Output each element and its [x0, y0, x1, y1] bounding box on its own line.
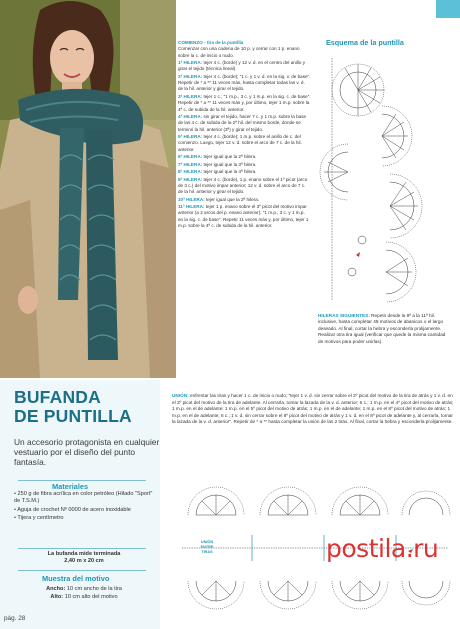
row-9 [178, 177, 311, 196]
diagram-title: Esquema de la puntilla [326, 38, 404, 47]
material-item: • Tijera y centímetro [14, 515, 64, 522]
row-10 [178, 197, 311, 203]
material-item: • 250 g de fibra acrílica en color petróleo (Hilado "Sport" de T.S.M.) [14, 491, 153, 505]
row-5 [178, 134, 311, 153]
row-label: 2ª HILERA: [178, 73, 203, 79]
union-diagram-label: UNIÓN ENTRE TIRAS [200, 540, 214, 554]
woman-with-scarf-illustration [0, 0, 176, 378]
measure-value: 2,40 m x 20 cm [64, 558, 104, 565]
page-title [14, 388, 132, 426]
row-text: tejer igual que la 2ª hilera. [202, 154, 257, 160]
material-item: • Aguja de crochet Nº 0000 de acero inoxidable [14, 506, 131, 513]
row-4 [178, 114, 311, 133]
row-text: tejer 1 p. enano sobre el 3º picot del motivo impar anterior (a 2 arcos del p. enano anterior); "1 m.p., 3 c. y 1 m.p. en la sig. c. de base". Repetir 11 veces más y, por último, tejer 1 m.p. sobre la 4ª c. de subida de la hil. anterior. [178, 204, 309, 229]
intro-text: Comenzar con una cadena de 10 p. y cerrar con 1 p. enano sobre la c. de inicio o nudo. [178, 46, 300, 58]
row-7 [178, 162, 311, 168]
row-label: 6ª HILERA: [178, 154, 203, 160]
sample-heading: Muestra del motivo [42, 574, 110, 583]
row-text: tejer 4 c. (borde); 1 m.p. sobre el anillo de c. del comienzo. Luego, tejer 12 v. d. sobre el arco de 7 c. de la hil. anterior. [178, 134, 302, 152]
row-label: 5ª HILERA: [178, 134, 203, 140]
intro-sub: - tira de la puntilla [202, 40, 244, 45]
materials-list [14, 491, 154, 524]
page-number: pág. 28 [4, 615, 26, 622]
watermark [326, 534, 438, 563]
divider [18, 570, 146, 571]
row-text: tejer 4 c. (borde); "1 c. y 1 v. d. en la sig. v. de base". Repetir de * a ** 11 veces más, hasta completar todas las v. d. de la hil. anterior y girar el tejido. [178, 73, 311, 92]
row-text: tejer 4 c. (borde) y 12 v. d. en el centro del anillo y girar el tejido (técnica lineal). [178, 60, 305, 72]
row-label: 10ª HILERA: [178, 196, 205, 202]
row-6 [178, 154, 311, 160]
row-label: 7ª HILERA: [178, 161, 203, 167]
row-label: 3ª HILERA: [178, 93, 203, 99]
row-text: tejer 4 c. (borde), 1 p. enano sobre el 1º picot (arco de 3 c.) del motivo impar anterior; 12 v. d. sobre el arco de 7 c. de la hil. anterior y girar el tejido. [178, 176, 308, 195]
intro-paragraph [178, 40, 311, 59]
title-line-2: DE PUNTILLA [14, 406, 132, 426]
divider [18, 480, 146, 481]
watermark-text-a: postila [326, 534, 406, 563]
lace-diagram [318, 50, 440, 308]
scarf-photo [0, 0, 176, 378]
row-11 [178, 204, 311, 229]
sample-height: 10 cm alto del motivo [63, 593, 118, 600]
row-text: sin girar el tejido, hacer 7 c. y 1 m.p. sobre la base de las 4 c. de subida de la 2ª hil. del mismo borde, donde se terminó la hil. anterior (3ª) y girar el tejido. [178, 114, 307, 132]
union-text: enfrentar las tiras y hacer 1 c. de inicio o nudo; "tejer 1 v. d. sin cerrar sobre el 2º picot del motivo de la tira de atrás y 1 v. d. en el 2º picot del motivo de la tira de adelante. Al cerrarla, tomar la lazada de la v. d. anterior; 6 c.; 1 m.p. en el 4º picot del motivo de atrás; 1 m.p. en el de adelante; 1 m.p. en el 5º picot del motivo de atrás; 1 m.p. en el de adelante; 1 m.p. en el 8º picot del motivo de atrás; 1 m.p. en el de adelante; 6 c.; 1 v. d. sin cerrar sobre el 8º picot del motivo de atrás y 1 v. d. en el 8º picot de adelante y, al cerrarla, tomar la lazada de la v. d. anterior". Repetir de * a ** hasta completar la unión de las 2 tiras. Al final, cortar la hebra y esconderla prolijamente. [172, 393, 454, 424]
row-text: tejer igual que la 2ª hilera. [204, 196, 260, 202]
divider [18, 548, 146, 549]
watermark-text-b: ru [413, 534, 439, 563]
row-1 [178, 60, 311, 73]
row-8 [178, 169, 311, 175]
watermark-dot: . [405, 534, 414, 563]
sample-height-label: Alto: [50, 593, 64, 600]
header-accent-bar [436, 0, 460, 18]
intro-head: COMIENZO [178, 40, 203, 45]
row-3 [178, 94, 311, 113]
title-line-1: BUFANDA [14, 387, 101, 407]
measure-box [14, 551, 154, 566]
row-text: tejer igual que la 3ª hilera. [202, 161, 257, 167]
union-label: UNIÓN: [172, 393, 189, 398]
row-label: 11ª HILERA: [178, 204, 205, 210]
page-subtitle: Un accesorio protagonista en cualquier vestuario por el diseño del punto fantasía. [14, 437, 160, 468]
materials-heading: Materiales [52, 482, 89, 491]
following-rows-label: HILERAS SIGUIENTES: [318, 313, 370, 318]
row-label: 8ª HILERA: [178, 169, 203, 175]
instructions-text [178, 40, 311, 378]
row-label: 9ª HILERA: [178, 176, 203, 182]
following-rows-text: Repetir desde la 8ª a la 11ª hil. inclusive, hasta completar 48 motivos de abanicos o el largo deseado. Al final, cortar la hebra y esconderla prolijamente. Realizar otra tira igual (verificar que quede la misma cantidad de motivos para poder unirlas). [318, 313, 446, 344]
row-label: 4ª HILERA: [178, 114, 203, 120]
row-text: tejer igual que la 4ª hilera. [202, 169, 257, 175]
row-text: tejer 1 c.; "1 m.p., 3 c. y 1 m.p. en la sig. c. de base". Repetir de * a ** 11 veces más y, por último, tejer 1 m.p. sobre la 4ª c. de subida de la hil. anterior. [178, 93, 311, 112]
following-rows-paragraph [318, 313, 446, 345]
measure-label: La bufanda mide terminada [47, 551, 121, 557]
union-paragraph [172, 393, 454, 426]
sample-box [14, 586, 154, 601]
sample-width: 10 cm ancho de la tira [65, 586, 122, 592]
row-label: 1ª HILERA: [178, 60, 203, 66]
sample-width-label: Ancho: [46, 586, 66, 592]
row-2 [178, 74, 311, 93]
